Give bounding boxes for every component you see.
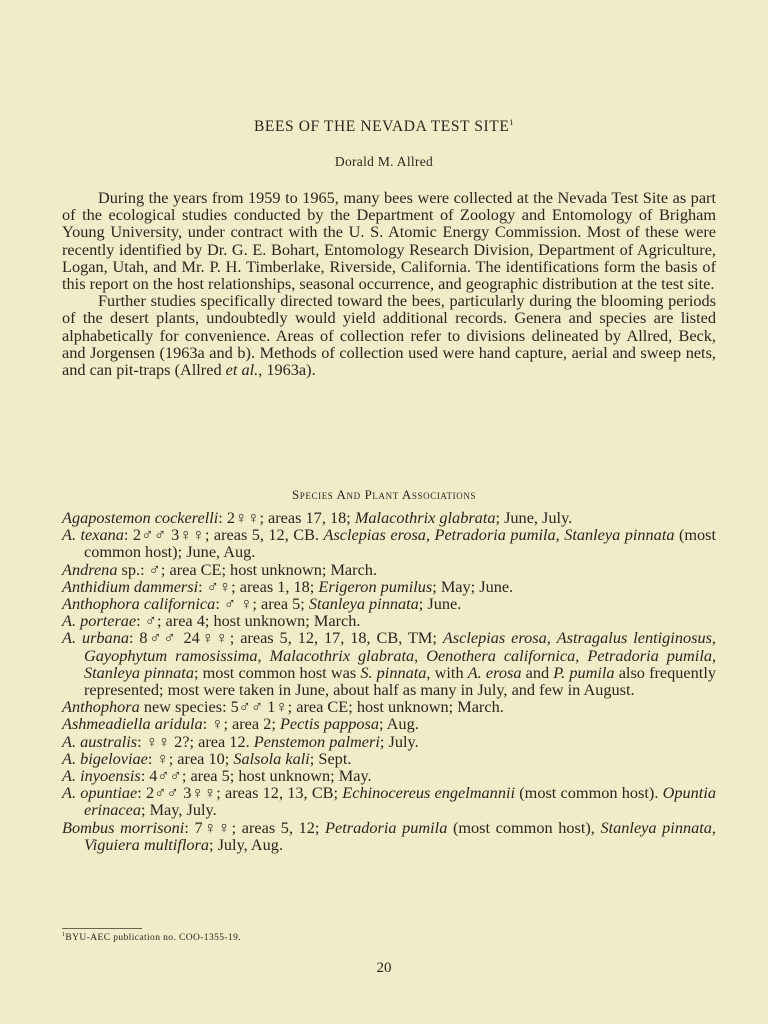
species-entry: A. texana: 2♂♂ 3♀♀; areas 5, 12, CB. Asclepias erosa, Petradoria pumila, Stanleya pinnata (most common host); June, Aug.	[62, 525, 717, 562]
species-entry: Anthophora new species: 5♂♂ 1♀; area CE; host unknown; March.	[62, 697, 504, 717]
author: Dorald M. Allred	[334, 154, 434, 169]
species-entry: Anthidium dammersi: ♂♀; areas 1, 18; Erigeron pumilus; May; June.	[62, 576, 514, 596]
species-entry: Bombus morrisoni: 7♀♀; areas 5, 12; Petradoria pumila (most common host), Stanleya pinnata, Viguiera multiflora; July, Aug.	[62, 817, 716, 854]
species-entry: Agapostemon cockerelli: 2♀♀; areas 17, 18; Malacothrix glabrata; June, July.	[62, 508, 573, 527]
paragraph: During the years from 1959 to 1965, many bees were collected at the Nevada Test Site as part of the ecological studies conducted by the Department of Zoology and Entomology of Brigham Young University, under contract with the U. S. Atomic Energy Commission. Most of these were recently identified by Dr. G. E. Bohart, Entomology Research Division, Department of Agriculture, Logan, Utah, and Mr. P. H. Timberlake, Riverside, California. The identifications form the basis of this report on the host relationships, seasonal occurrence, and geographic distribution at the test site.	[62, 188, 716, 294]
species-entry: Andrena sp.: ♂; area CE; host unknown; March.	[62, 559, 378, 579]
title-text: BEES OF THE NEVADA TEST SITE	[253, 118, 510, 136]
species-entry: A. bigeloviae: ♀; area 10; Salsola kali; Sept.	[62, 748, 352, 768]
species-entry: A. opuntiae: 2♂♂ 3♀♀; areas 12, 13, CB; Echinocereus engelmannii (most common host). Opuntia erinacea; May, July.	[62, 783, 716, 820]
species-entry: A. porterae: ♂; area 4; host unknown; March.	[62, 611, 361, 631]
species-entry: Ashmeadiella aridula: ♀; area 2; Pectis papposa; Aug.	[62, 714, 419, 734]
species-entry: Anthophora californica: ♂ ♀; area 5; Stanleya pinnata; June.	[62, 594, 462, 614]
introduction	[62, 189, 716, 378]
species-entry: A. urbana: 8♂♂ 24♀♀; areas 5, 12, 17, 18, CB, TM; Asclepias erosa, Astragalus lentiginosus, Gayophytum ramosissima, Malacothrix glabrata, Oenothera californica, Petradoria pumila, Stanleya pinnata; most common host was S. pinnata, with A. erosa and P. pumila also frequently represented; most were taken in June, about half as many in July, and few in August.	[62, 628, 717, 700]
footnote-mark: 1	[62, 932, 66, 938]
footnote-text: BYU-AEC publication no. COO-1355-19.	[65, 933, 242, 944]
title-footnote-mark: 1	[509, 118, 515, 127]
species-list	[62, 509, 716, 853]
paragraph: Further studies specifically directed toward the bees, particularly during the blooming periods of the desert plants, undoubtedly would yield additional records. Genera and species are listed alphabetically for convenience. Areas of collection refer to divisions delineated by Allred, Beck, and Jorgensen (1963a and b). Methods of collection used were hand capture, aerial and sweep nets, and can pit-traps (Allred et al., 1963a).	[62, 291, 716, 380]
section-heading: Species And Plant Associations	[291, 487, 477, 502]
species-entry: A. australis: ♀♀ 2?; area 12. Penstemon palmeri; July.	[62, 731, 419, 751]
footnote	[62, 932, 241, 943]
species-entry: A. inyoensis: 4♂♂; area 5; host unknown; May.	[62, 766, 372, 786]
footnote-divider	[62, 928, 142, 929]
page-number: 20	[376, 960, 392, 976]
page-title	[0, 118, 768, 136]
